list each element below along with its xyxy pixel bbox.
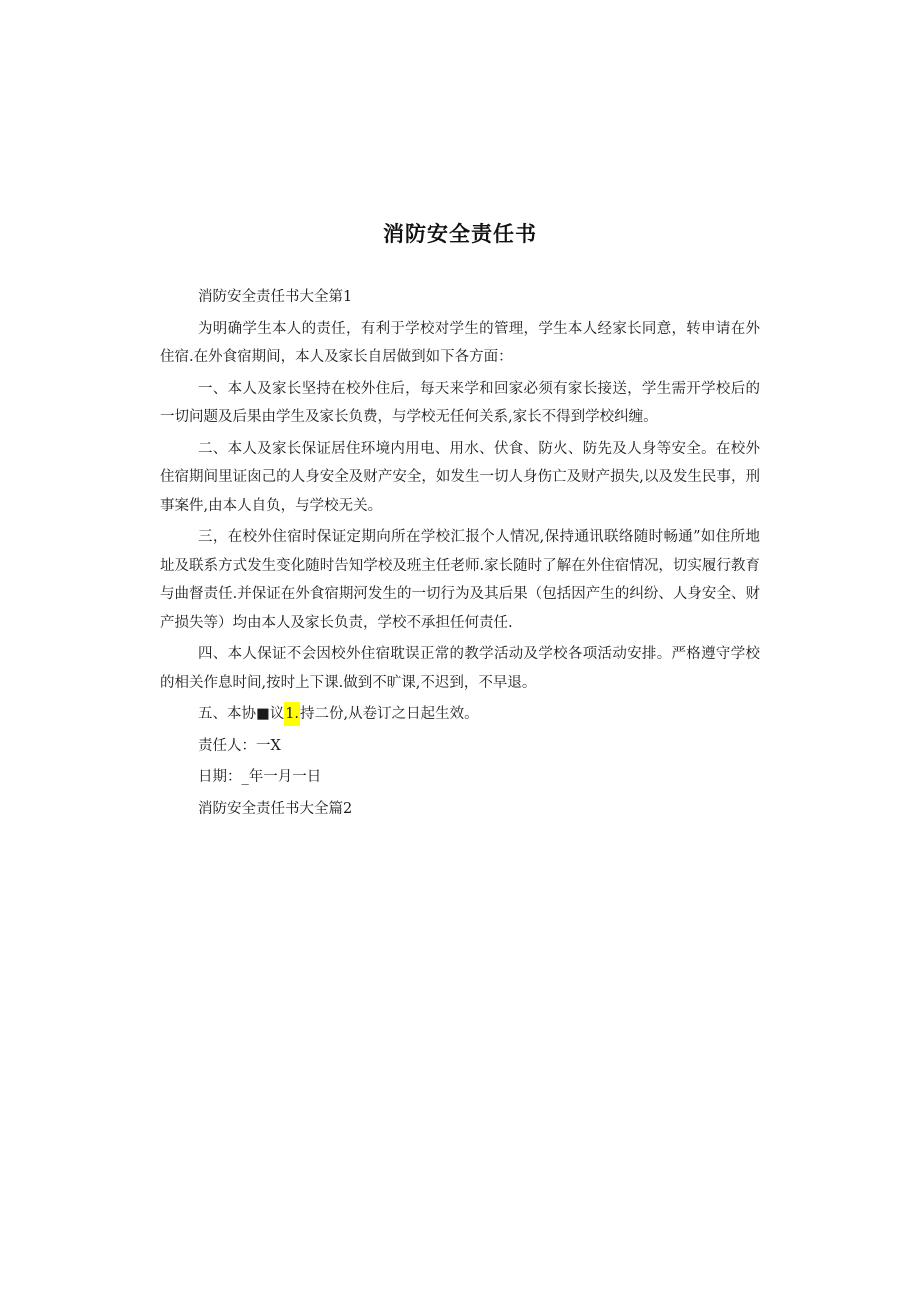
clause-5-text-after: 持二份,从卷订之日起生效。 <box>300 706 479 722</box>
clause-2-paragraph: 二、本人及家长保证居住环境内用电、用水、伏食、防火、防先及人身等安全。在校外住宿期间里证囱己的人身安全及财产安全，如发生一切人身伤亡及财产损失,以及发生民事，刑事案件,由本人自负，与学校无关。 <box>160 440 760 514</box>
section1-heading: 消防安全责任书大全第1 <box>198 289 353 305</box>
highlighted-text: 1. <box>284 702 300 726</box>
clause-4-paragraph: 四、本人保证不会因校外住宿耽误正常的教学活动及学校各项活动安排。严格遵守学校的相关作息时间,按时上下课.做到不旷课,不迟到，不早退。 <box>160 646 760 691</box>
clause-1-paragraph: 一、本人及家长坚持在校外住后，每天来学和回家必须有家长接送，学生需开学校后的一切问题及后果由学生及家长负费，与学校无任何关系,家长不得到学校纠缠。 <box>160 380 760 425</box>
section2-heading: 消防安全责任书大全篇2 <box>198 800 353 817</box>
document-body <box>160 283 760 823</box>
clause-5-text-before: 五、本协■议 <box>198 706 285 722</box>
date-line: 日期：_年一月一日 <box>198 769 322 785</box>
signer-line: 责任人：一X <box>198 737 281 754</box>
clause-3-paragraph: 三，在校外住宿时保证定期向所在学校汇报个人情况,保持通讯联络随时畅通”如住所地址及联系方式发生变化随时告知学校及班主任老师.家长随时了解在外住宿情况，切实履行教育与曲督责任.并保证在外食宿期河发生的一切行为及其后果（包括因产生的纠纷、人身安全、财产损失等）均由本人及家长负责，学校不承担任何责任. <box>160 529 760 631</box>
intro-paragraph: 为明确学生本人的责任，有利于学校对学生的管理，学生本人经家长同意，转申请在外住宿.在外食宿期间，本人及家长自居做到如下各方面： <box>160 320 760 365</box>
clause-5-paragraph <box>160 700 760 729</box>
document-title: 消防安全责任书 <box>383 222 537 246</box>
